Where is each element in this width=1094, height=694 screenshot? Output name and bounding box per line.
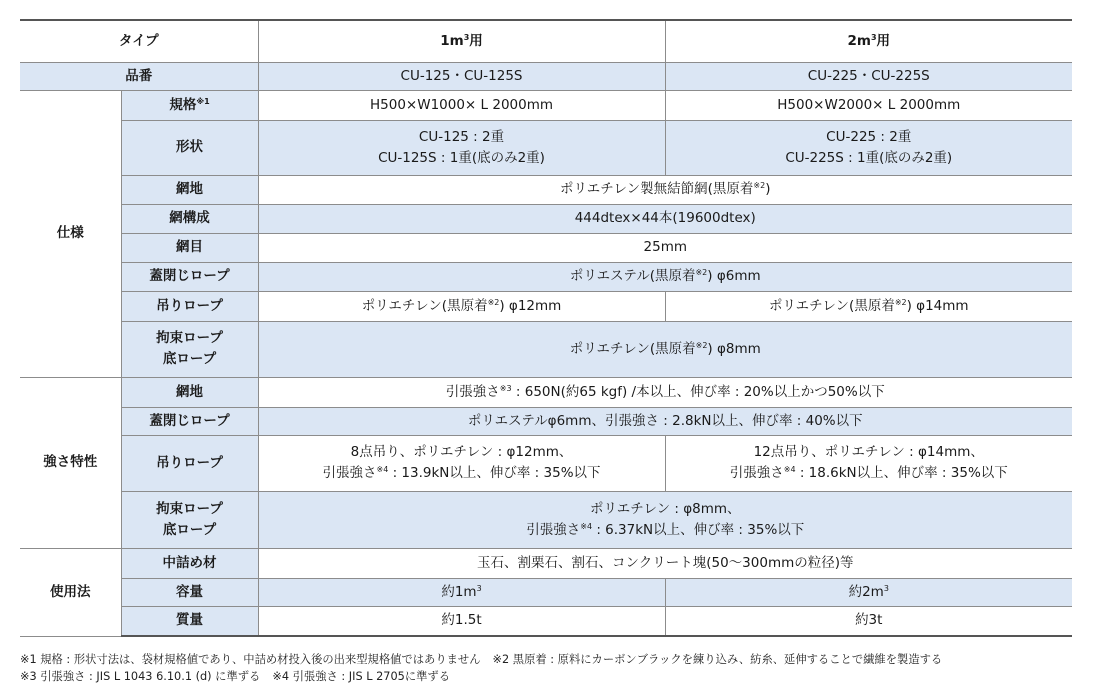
spec-keijou-row — [20, 120, 1072, 175]
strength-kousoku-value: ポリエチレン : φ8mm、 引張強さ$^{※4}$ : 6.37kN以上、伸び率 : 35%以下 — [258, 491, 1072, 548]
kousoku-label: 拘束ロープ 底ロープ — [121, 321, 258, 377]
group-label-shiyou: 仕様 — [20, 90, 121, 377]
group-label-tsuyosa: 強さ特性 — [20, 377, 121, 548]
tsuri-value-1: ポリエチレン(黒原着$^{※2}$) φ12mm — [258, 291, 665, 321]
strength-tsuri-row — [20, 435, 1072, 491]
footnote-line-1 — [20, 651, 1080, 668]
spec-table-wrapper — [20, 19, 1072, 637]
youryou-label: 容量 — [121, 578, 258, 606]
amiji-label: 網地 — [121, 175, 258, 204]
amime-label: 網目 — [121, 233, 258, 262]
tsuri-label: 吊りロープ — [121, 291, 258, 321]
nakazume-label: 中詰め材 — [121, 548, 258, 578]
keijou-label: 形状 — [121, 120, 258, 175]
spec-amikousei-row — [20, 204, 1072, 233]
futatoji-label: 蓋閉じロープ — [121, 262, 258, 291]
amikousei-value: 444dtex×44本(19600dtex) — [258, 204, 1072, 233]
kousoku-value: ポリエチレン(黒原着$^{※2}$) φ8mm — [258, 321, 1072, 377]
kikaku-label: 規格$^{※1}$ — [121, 90, 258, 120]
strength-futatoji-value: ポリエステルφ6mm、引張強さ : 2.8kN以上、伸び率 : 40%以下 — [258, 407, 1072, 435]
tsuri-value-2: ポリエチレン(黒原着$^{※2}$) φ14mm — [665, 291, 1072, 321]
hinban-value-2: CU-225・CU-225S — [665, 62, 1072, 90]
spec-kousoku-row — [20, 321, 1072, 377]
youryou-value-2: 約$2m^3$ — [665, 578, 1072, 606]
footnote-4: ※4 引張強さ : JIS L 2705に準ずる — [272, 670, 451, 683]
youryou-value-1: 約$1m^3$ — [258, 578, 665, 606]
spec-amime-row — [20, 233, 1072, 262]
strength-tsuri-value-1: 8点吊り、ポリエチレン : φ12mm、 引張強さ$^{※4}$ : 13.9kN以上、伸び率 : 35%以下 — [258, 435, 665, 491]
strength-amiji-value: 引張強さ$^{※3}$ : 650N(約65 kgf) /本以上、伸び率 : 20%以上かつ50%以下 — [258, 377, 1072, 407]
futatoji-value: ポリエステル(黒原着$^{※2}$) φ6mm — [258, 262, 1072, 291]
header-col2: $2m^3$用 — [665, 20, 1072, 62]
header-row — [20, 20, 1072, 62]
amikousei-label: 網構成 — [121, 204, 258, 233]
footnotes — [20, 651, 1080, 685]
amiji-value: ポリエチレン製無結節網(黒原着$^{※2}$) — [258, 175, 1072, 204]
footnote-2: ※2 黒原着 : 原料にカーボンブラックを練り込み、紡糸、延伸することで繊維を製造する — [492, 653, 943, 666]
group-label-shiyouhou: 使用法 — [20, 548, 121, 636]
header-type: タイプ — [20, 20, 258, 62]
usage-nakazume-row — [20, 548, 1072, 578]
strength-amiji-label: 網地 — [121, 377, 258, 407]
usage-shitsuryou-row — [20, 606, 1072, 636]
shitsuryou-label: 質量 — [121, 606, 258, 636]
strength-kousoku-row — [20, 491, 1072, 548]
spec-table — [20, 19, 1072, 637]
hinban-row — [20, 62, 1072, 90]
strength-tsuri-label: 吊りロープ — [121, 435, 258, 491]
strength-futatoji-label: 蓋閉じロープ — [121, 407, 258, 435]
footnote-line-2 — [20, 668, 1080, 685]
shitsuryou-value-2: 約3t — [665, 606, 1072, 636]
usage-youryou-row — [20, 578, 1072, 606]
spec-amiji-row — [20, 175, 1072, 204]
kikaku-value-2: H500×W2000× L 2000mm — [665, 90, 1072, 120]
strength-futatoji-row — [20, 407, 1072, 435]
hinban-value-1: CU-125・CU-125S — [258, 62, 665, 90]
keijou-value-2: CU-225 : 2重 CU-225S : 1重(底のみ2重) — [665, 120, 1072, 175]
keijou-value-1: CU-125 : 2重 CU-125S : 1重(底のみ2重) — [258, 120, 665, 175]
footnote-3: ※3 引張強さ : JIS L 1043 6.10.1 (d) に準ずる — [20, 670, 261, 683]
nakazume-value: 玉石、割栗石、割石、コンクリート塊(50～300mmの粒径)等 — [258, 548, 1072, 578]
strength-amiji-row — [20, 377, 1072, 407]
spec-tsuri-row — [20, 291, 1072, 321]
amime-value: 25mm — [258, 233, 1072, 262]
spec-kikaku-row — [20, 90, 1072, 120]
hinban-label: 品番 — [20, 62, 258, 90]
shitsuryou-value-1: 約1.5t — [258, 606, 665, 636]
kikaku-value-1: H500×W1000× L 2000mm — [258, 90, 665, 120]
spec-futatoji-row — [20, 262, 1072, 291]
strength-kousoku-label: 拘束ロープ 底ロープ — [121, 491, 258, 548]
header-col1: $1m^3$用 — [258, 20, 665, 62]
footnote-1: ※1 規格 : 形状寸法は、袋材規格値であり、中詰め材投入後の出来型規格値ではありません — [20, 653, 481, 666]
strength-tsuri-value-2: 12点吊り、ポリエチレン : φ14mm、 引張強さ$^{※4}$ : 18.6kN以上、伸び率 : 35%以下 — [665, 435, 1072, 491]
